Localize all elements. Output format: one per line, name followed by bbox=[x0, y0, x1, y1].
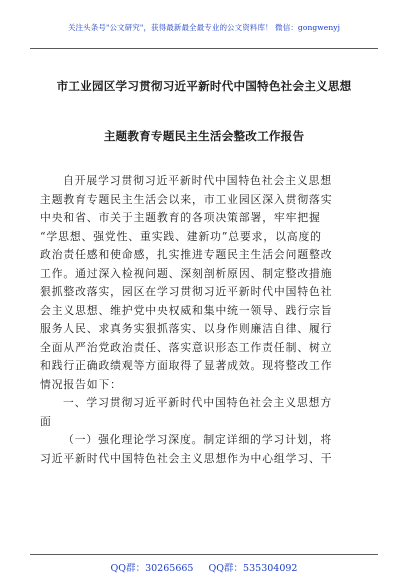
section-heading-line: 一、学习贯彻习近平新时代中国特色社会主义思想方 bbox=[63, 396, 333, 409]
footer-qq-group-1: QQ群：30265665 bbox=[110, 563, 194, 574]
document-title-line1: 市工业园区学习贯彻习近平新时代中国特色社会主义思想 bbox=[56, 79, 352, 93]
body-line: “学思想、强党性、重实践、建新功”总要求，以高度的 bbox=[40, 229, 322, 243]
header-notice: 关注头条号"公文研究"，获得最新最全最专业的公文资料库！ 微信：gongwenyj bbox=[67, 23, 341, 32]
document-body bbox=[40, 172, 370, 468]
section-heading-line: 面 bbox=[40, 414, 52, 428]
footer bbox=[0, 560, 408, 574]
body-line: 政治责任感和使命感，扎实推进专题民主生活会问题整改 bbox=[40, 248, 333, 261]
body-line: 自开展学习贯彻习近平新时代中国特色社会主义思想 bbox=[63, 174, 333, 187]
body-line: 主题教育专题民主生活会以来，市工业园区深入贯彻落实 bbox=[40, 192, 333, 206]
footer-divider bbox=[30, 554, 378, 555]
body-line: 狠抓整改落实，园区在学习贯彻习近平新时代中国特色社 bbox=[40, 285, 333, 298]
body-line: 服务人民、求真务实狠抓落实、以身作则廉洁自律、履行 bbox=[40, 322, 333, 335]
body-line: 习近平新时代中国特色社会主义思想作为中心组学习、干 bbox=[40, 451, 333, 465]
body-line: 中央和省、市关于主题教育的各项决策部署，牢牢把握 bbox=[40, 211, 321, 224]
body-line: 全面从严治党政治责任、落实意识形态工作责任制、树立 bbox=[40, 340, 333, 354]
body-line: 工作。通过深入检视问题、深刻剖析原因、制定整改措施 bbox=[40, 266, 333, 280]
header-divider bbox=[30, 48, 378, 49]
body-line: 情况报告如下： bbox=[40, 377, 122, 391]
body-line: （一）强化理论学习深度。制定详细的学习计划，将 bbox=[63, 433, 333, 446]
footer-qq-group-2: QQ群：535304092 bbox=[208, 563, 298, 574]
body-line: 会主义思想、维护党中央权威和集中统一领导、践行宗旨 bbox=[40, 303, 333, 317]
body-line: 和践行正确政绩观等方面取得了显著成效。现将整改工作 bbox=[40, 359, 333, 372]
document-title-line2: 主题教育专题民主生活会整改工作报告 bbox=[103, 129, 305, 143]
